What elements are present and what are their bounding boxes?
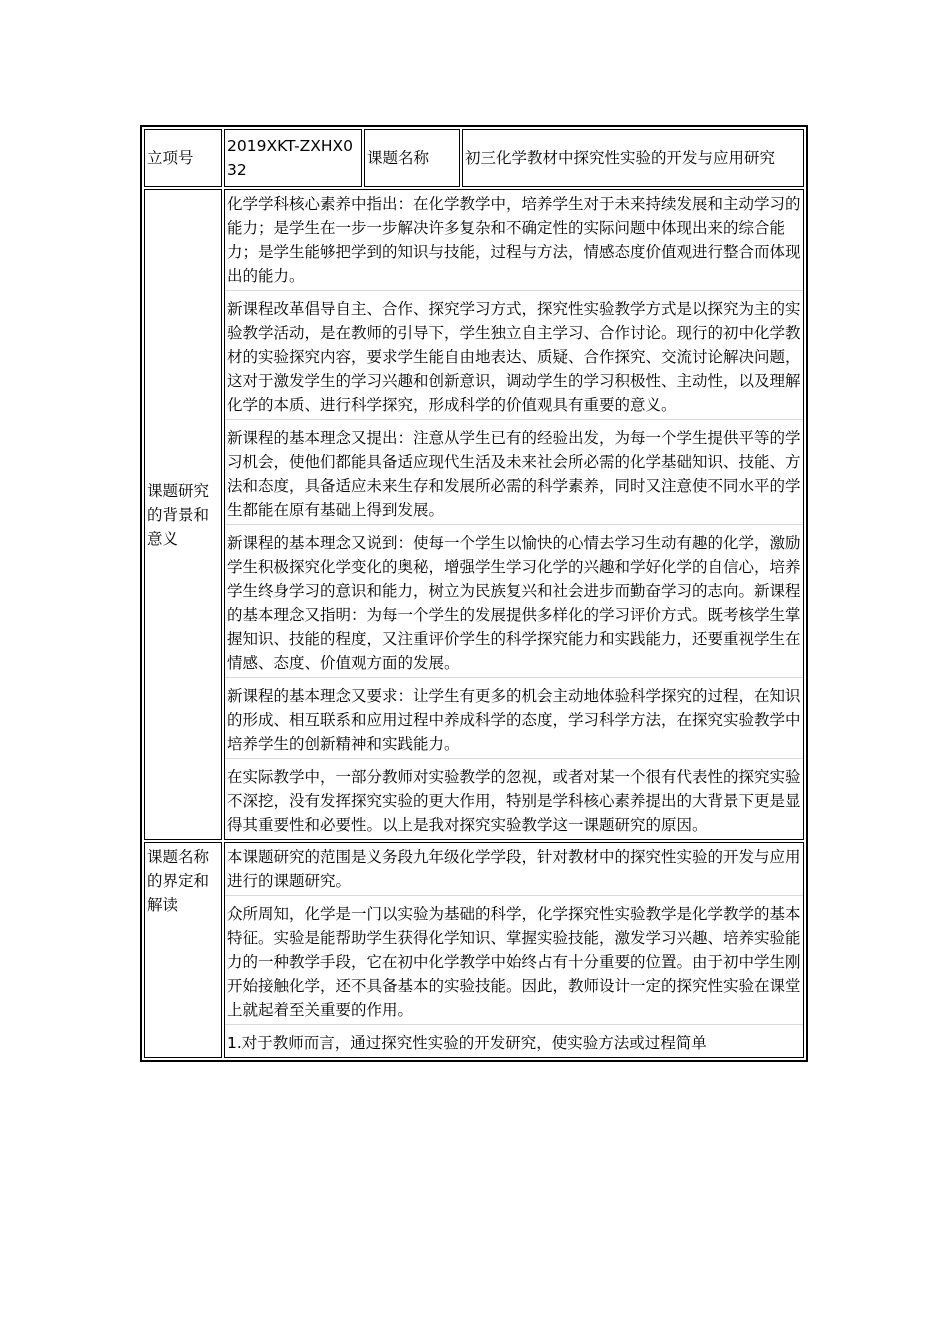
background-content [224,189,804,840]
background-row [144,189,804,840]
topic-value: 初三化学教材中探究性实验的开发与应用研究 [462,129,804,187]
definition-row [144,842,804,1058]
background-paragraph: 化学学科核心素养中指出：在化学教学中，培养学生对于未来持续发展和主动学习的能力；是学生在一步一步解决许多复杂和不确定性的实际问题中体现出来的综合能力；是学生能够把学到的知识与技能，过程与方法，情感态度价值观进行整合而体现出的能力。 [225,190,803,291]
background-paragraph: 新课程的基本理念又要求：让学生有更多的机会主动地体验科学探究的过程，在知识的形成、相互联系和应用过程中养成科学的态度，学习科学方法，在探究实验教学中培养学生的创新精神和实践能力。 [225,678,803,759]
definition-paragraph: 1.对于教师而言，通过探究性实验的开发研究，使实验方法或过程简单 [227,1034,707,1052]
project-id-label: 立项号 [144,129,222,187]
background-label: 课题研究的背景和意义 [144,189,222,840]
definition-paragraph: 众所周知，化学是一门以实验为基础的科学，化学探究性实验教学是化学教学的基本特征。实验是能帮助学生获得化学知识、掌握实验技能，激发学习兴趣、培养实验能力的一种教学手段，它在初中化学教学中始终占有十分重要的位置。由于初中学生刚开始接触化学，还不具备基本的实验技能。因此，教师设计一定的探究性实验在课堂上就起着至关重要的作用。 [225,896,803,1025]
background-paragraph: 新课程改革倡导自主、合作、探究学习方式，探究性实验教学方式是以探究为主的实验教学活动，是在教师的引导下，学生独立自主学习、合作讨论。现行的初中化学教材的实验探究内容，要求学生能自由地表达、质疑、合作探究、交流讨论解决问题，这对于激发学生的学习兴趣和创新意识，调动学生的学习积极性、主动性，以及理解化学的本质、进行科学探究，形成科学的价值观具有重要的意义。 [225,291,803,420]
topic-label: 课题名称 [364,129,460,187]
background-paragraph: 新课程的基本理念又提出：注意从学生已有的经验出发，为每一个学生提供平等的学习机会，使他们都能具备适应现代生活及未来社会所必需的化学基础知识、技能、方法和态度，具备适应未来生存和发展所必需的科学素养，同时又注意使不同水平的学生都能在原有基础上得到发展。 [225,420,803,525]
definition-content [224,842,804,1058]
project-table [140,125,808,1062]
background-paragraph: 新课程的基本理念又说到：使每一个学生以愉快的心情去学习生动有趣的化学，激励学生积极探究化学变化的奥秘，增强学生学习化学的兴趣和学好化学的自信心，培养学生终身学习的意识和能力，树立为民族复兴和社会进步而勤奋学习的志向。新课程的基本理念又指明：为每一个学生的发展提供多样化的学习评价方式。既考核学生掌握知识、技能的程度，又注重评价学生的科学探究能力和实践能力，还要重视学生在情感、态度、价值观方面的发展。 [225,525,803,678]
definition-paragraph: 本课题研究的范围是义务段九年级化学学段，针对教材中的探究性实验的开发与应用进行的课题研究。 [225,843,803,896]
definition-label: 课题名称的界定和解读 [144,842,222,1058]
project-id-value: 2019XKT-ZXHX032 [224,129,362,187]
header-row [144,129,804,187]
background-paragraph: 在实际教学中，一部分教师对实验教学的忽视，或者对某一个很有代表性的探究实验不深挖，没有发挥探究实验的更大作用，特别是学科核心素养提出的大背景下更是显得其重要性和必要性。以上是我对探究实验教学这一课题研究的原因。 [227,768,801,834]
